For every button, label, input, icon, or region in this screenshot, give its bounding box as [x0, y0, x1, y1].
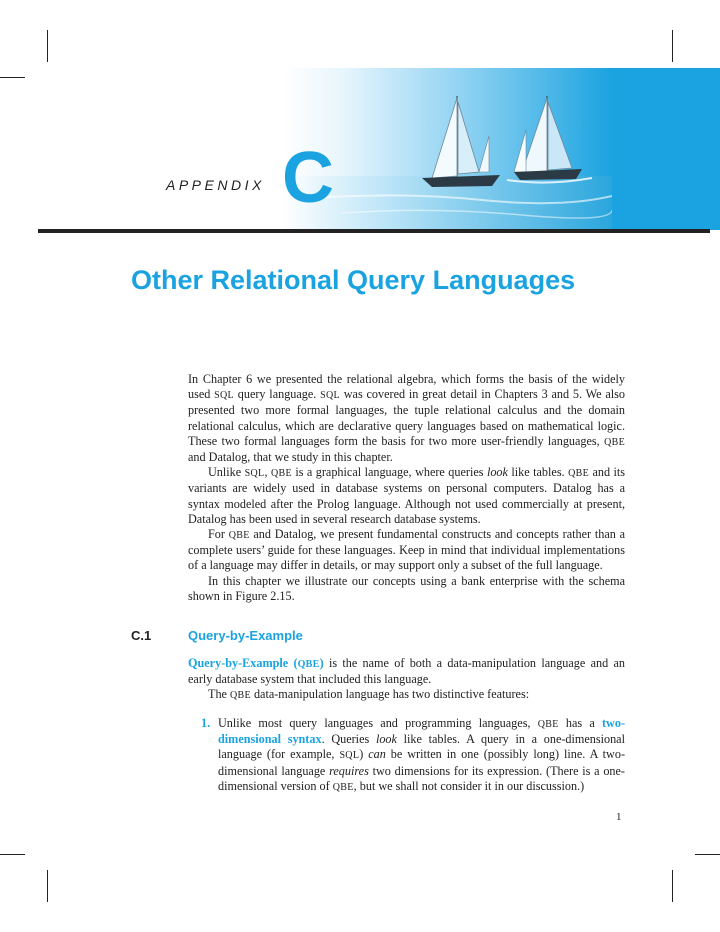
intro-paragraph-1: In Chapter 6 we presented the relational algebra, which forms the basis of the widely used SQL query language. SQL was covered in great detail in Chapters 3 and 5. We also presented two more formal languages, the tuple relational calculus and the domain relational calculus, which are declarative query languages based on mathematical logic. These two formal languages form the basis for two more user-friendly languages, QBE and Datalog, that we study in this chapter.	[188, 372, 625, 465]
section-paragraph-2: The QBE data-manipulation language has two distinctive features:	[208, 687, 530, 702]
section-number: C.1	[131, 628, 152, 643]
intro-paragraph-3: For QBE and Datalog, we present fundamental constructs and concepts rather than a complete users’ guide for these languages. Keep in mind that individual implementations of a language may differ in details, or may support only a subset of the full language.	[188, 527, 625, 573]
crop-mark-bottom-right-v	[672, 870, 673, 902]
feature-list	[188, 716, 625, 795]
accent-color-bar	[612, 68, 720, 230]
page-number: 1	[616, 811, 622, 823]
section-paragraph-1: Query-by-Example (QBE) is the name of both a data-manipulation language and an early database system that included this language.	[188, 656, 625, 687]
intro-text	[188, 372, 625, 604]
header-rule	[38, 229, 710, 233]
section-title: Query-by-Example	[188, 628, 303, 643]
list-item-number: 1.	[201, 716, 211, 730]
intro-paragraph-2: Unlike SQL, QBE is a graphical language, where queries look like tables. QBE and its variants are widely used in database systems on personal computers. Datalog has a syntax modeled after the Prolog language. Although not used commercially at present, Datalog has been used in several research database systems.	[188, 465, 626, 526]
crop-mark-top-left-v	[47, 30, 48, 62]
crop-mark-top-right-v	[672, 30, 673, 62]
crop-mark-bottom-left-h	[0, 854, 25, 855]
appendix-label: APPENDIX	[166, 177, 265, 193]
chapter-title: Other Relational Query Languages	[131, 265, 576, 295]
appendix-letter: C	[282, 138, 334, 218]
list-item	[188, 716, 625, 795]
list-item-text: Unlike most query languages and programming languages, QBE has a two-dimensional syntax. Queries look like tables. A query in a one-dimensional language (for example, SQL) can be written in one (possibly long) line. A two-dimensional language requires two dimensions for its expression. (There is a one-dimensional version of QBE, but we shall not consider it in our discussion.)	[218, 716, 626, 793]
crop-mark-bottom-right-h	[695, 854, 720, 855]
crop-mark-top-left-h	[0, 77, 25, 78]
intro-paragraph-4: In this chapter we illustrate our concepts using a bank enterprise with the schema shown in Figure 2.15.	[188, 573, 625, 603]
crop-mark-bottom-left-v	[47, 870, 48, 902]
section-text	[188, 656, 625, 704]
